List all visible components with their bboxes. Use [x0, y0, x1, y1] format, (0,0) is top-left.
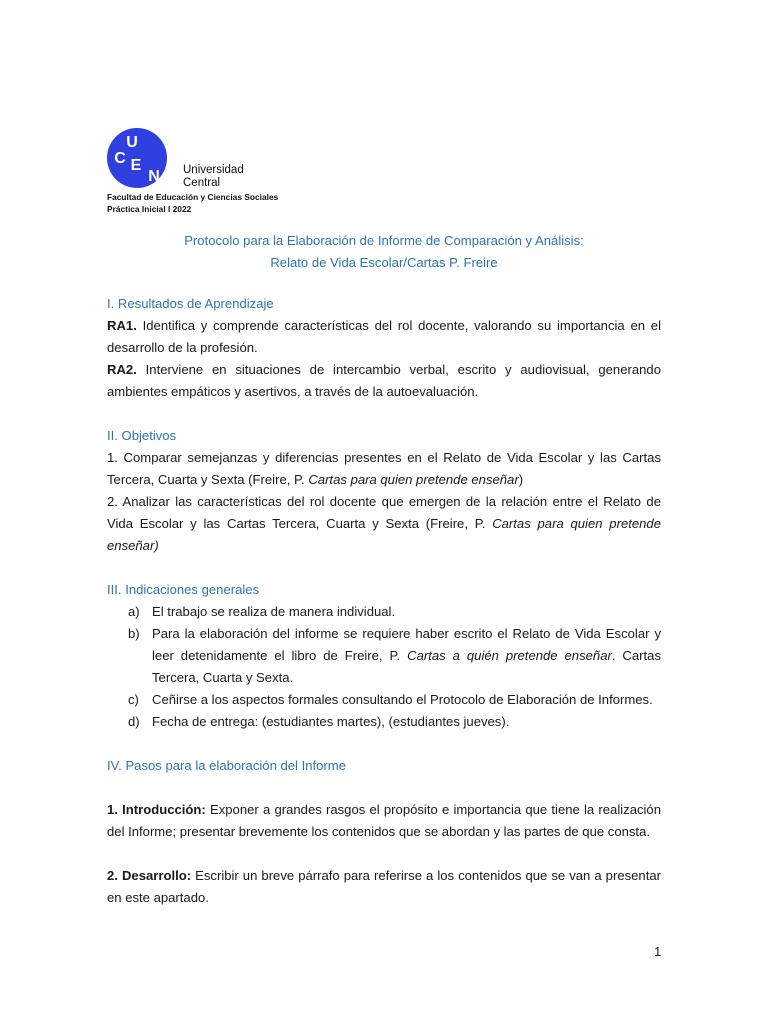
- objective-1-text: 1. Comparar semejanzas y diferencias presentes en el Relato de Vida Escolar y las Cartas Tercera, Cuarta y Sexta (Freire, P.: [107, 450, 661, 487]
- logo-letter-e: E: [130, 157, 142, 174]
- document-title: [107, 230, 661, 274]
- header-logo-block: [107, 128, 278, 215]
- section-heading-general-indications: III. Indicaciones generales: [107, 582, 260, 597]
- university-name: [183, 164, 244, 190]
- logo-letter-n: N: [148, 168, 160, 185]
- ra1-text: Identifica y comprende características del rol docente, valorando su importancia en el desarrollo de la profesión.: [107, 318, 661, 355]
- step-1-label: 1. Introducción:: [107, 802, 206, 817]
- list-item: [128, 689, 661, 711]
- list-item: [128, 711, 661, 733]
- faculty-info: [107, 191, 278, 215]
- section-heading-objectives: II. Objetivos: [107, 428, 177, 443]
- list-item-label: b): [128, 626, 140, 641]
- document-body: [107, 293, 661, 909]
- logo-letter-c: C: [114, 150, 126, 167]
- ra2-label: RA2.: [107, 362, 137, 377]
- university-line1: Universidad: [183, 164, 244, 176]
- ra1-paragraph: [107, 315, 661, 359]
- objective-2: [107, 491, 661, 557]
- ra2-paragraph: [107, 359, 661, 403]
- ra1-label: RA1.: [107, 318, 137, 333]
- logo-row: [107, 128, 278, 188]
- list-item-label: d): [128, 714, 140, 729]
- section-heading-learning-outcomes: I. Resultados de Aprendizaje: [107, 296, 274, 311]
- spacer: [107, 843, 661, 865]
- university-line2: Central: [183, 177, 221, 189]
- list-item-text: Para la elaboración del informe se requiere haber escrito el Relato de Vida Escolar y leer detenidamente el libro de Freire, P.: [152, 626, 661, 663]
- objective-1-end: ): [518, 472, 524, 487]
- list-item: [128, 601, 661, 623]
- ra2-text: Interviene en situaciones de intercambio verbal, escrito y audiovisual, generando ambientes empáticos y asertivos, a través de la autoevaluación.: [107, 362, 661, 399]
- list-item-text: Fecha de entrega: (estudiantes martes), (estudiantes jueves).: [152, 714, 510, 729]
- section-heading-report-steps: IV. Pasos para la elaboración del Informe: [107, 758, 346, 773]
- spacer: [107, 403, 661, 425]
- course-name: Práctica Inicial I 2022: [107, 204, 192, 214]
- list-item-label: c): [128, 692, 139, 707]
- spacer: [107, 733, 661, 755]
- list-item-end: . Cartas Tercera, Cuarta y Sexta.: [152, 648, 661, 685]
- page-number: 1: [654, 944, 662, 959]
- title-line2: Relato de Vida Escolar/Cartas P. Freire: [270, 255, 498, 270]
- faculty-name: Facultad de Educación y Ciencias Sociales: [107, 192, 279, 202]
- step-1-paragraph: [107, 799, 661, 843]
- list-item-book-title: Cartas a quién pretende enseñar: [407, 648, 612, 663]
- title-line1: Protocolo para la Elaboración de Informe de Comparación y Análisis:: [184, 233, 584, 248]
- objective-1: [107, 447, 661, 491]
- objective-2-text: 2. Analizar las características del rol docente que emergen de la relación entre el Relato de Vida Escolar y las Cartas Tercera, Cuarta y Sexta (Freire, P.: [107, 494, 661, 531]
- step-2-paragraph: [107, 865, 661, 909]
- objective-2-book-title: Cartas para quien pretende enseñar): [107, 516, 661, 553]
- step-1-text: Exponer a grandes rasgos el propósito e importancia que tiene la realización del Informe; presentar brevemente los contenidos que se abordan y las partes de que consta.: [107, 802, 661, 839]
- indications-list: [107, 601, 661, 733]
- list-item: [128, 623, 661, 689]
- objective-1-book-title: Cartas para quien pretende enseñar: [308, 472, 519, 487]
- list-item-text: Ceñirse a los aspectos formales consultando el Protocolo de Elaboración de Informes.: [152, 692, 653, 707]
- spacer: [107, 777, 661, 799]
- logo-letter-u: U: [126, 134, 138, 151]
- ucen-logo-icon: [107, 128, 167, 188]
- list-item-text: El trabajo se realiza de manera individual.: [152, 604, 396, 619]
- step-2-label: 2. Desarrollo:: [107, 868, 192, 883]
- spacer: [107, 557, 661, 579]
- list-item-label: a): [128, 604, 140, 619]
- step-2-text: Escribir un breve párrafo para referirse a los contenidos que se van a presentar en este apartado.: [107, 868, 661, 905]
